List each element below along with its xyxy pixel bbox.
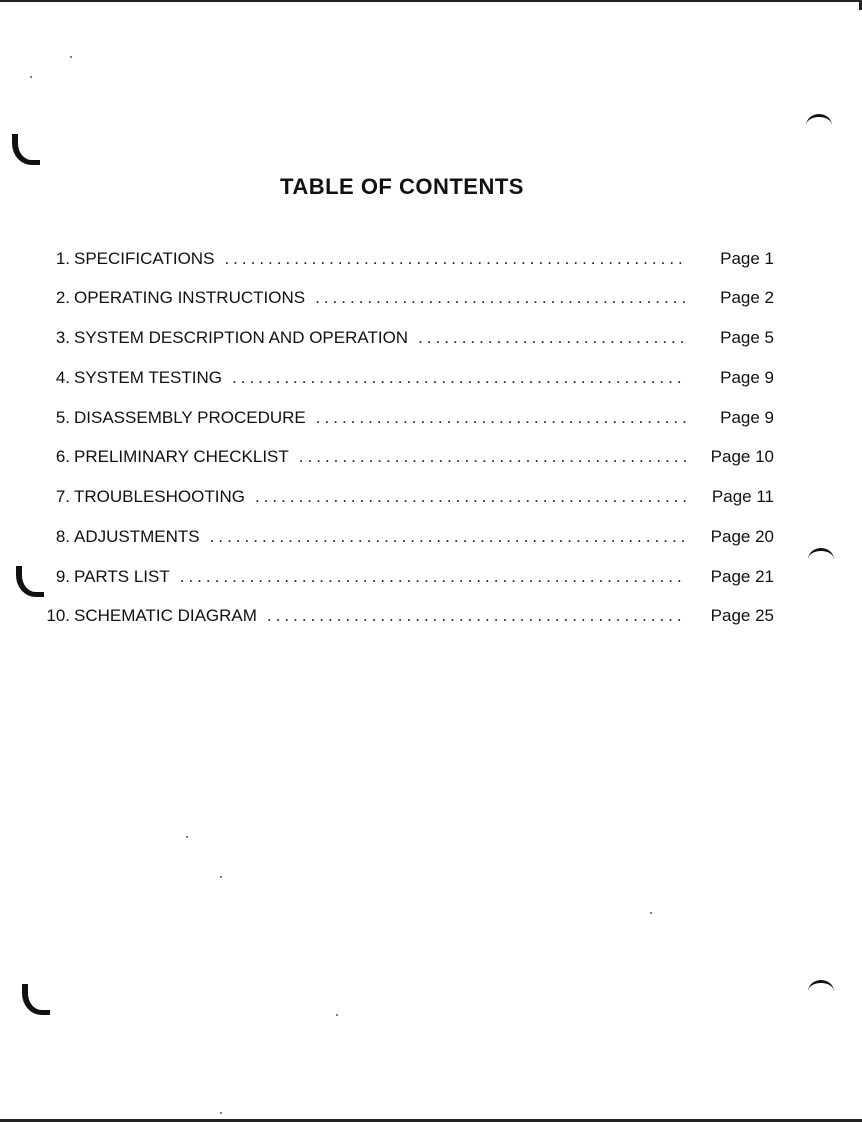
toc-entry-title bbox=[74, 565, 686, 589]
toc-entry bbox=[0, 247, 862, 271]
toc-entry-page: Page 11 bbox=[711, 487, 774, 506]
scan-speck bbox=[30, 76, 32, 78]
scan-speck bbox=[70, 56, 72, 58]
toc-entry-number: 7. bbox=[55, 487, 70, 506]
toc-entry-label: PRELIMINARY CHECKLIST bbox=[74, 447, 289, 466]
toc-entry bbox=[0, 286, 862, 310]
toc-entry-number: 5. bbox=[55, 408, 70, 427]
toc-entry-title bbox=[74, 604, 686, 628]
dot-leader bbox=[224, 247, 686, 271]
toc-entry-title bbox=[74, 247, 686, 271]
toc-entry-title bbox=[74, 485, 686, 509]
toc-entry-title bbox=[74, 525, 686, 549]
toc-entry-page: Page 2 bbox=[720, 288, 774, 307]
scan-speck bbox=[336, 1014, 338, 1016]
toc-entry-number: 3. bbox=[55, 328, 70, 347]
page-title: TABLE OF CONTENTS bbox=[280, 174, 524, 199]
toc-entry bbox=[0, 326, 862, 350]
dot-leader bbox=[210, 525, 686, 549]
toc-entry-page: Page 5 bbox=[720, 328, 774, 347]
toc-entry-label: TROUBLESHOOTING bbox=[74, 487, 245, 506]
toc-entry-title bbox=[74, 326, 686, 350]
toc-entry bbox=[0, 485, 862, 509]
scan-speck bbox=[650, 912, 652, 914]
toc-entry-title bbox=[74, 445, 686, 469]
toc-entry-label: SYSTEM DESCRIPTION AND OPERATION bbox=[74, 328, 409, 347]
scan-speck bbox=[220, 1112, 222, 1114]
punch-hole-mark bbox=[808, 980, 834, 1003]
toc-entry-label: ADJUSTMENTS bbox=[74, 527, 200, 546]
toc-entry-label: SCHEMATIC DIAGRAM bbox=[74, 606, 257, 625]
toc-entry-number: 1. bbox=[55, 249, 70, 268]
toc-entry bbox=[0, 366, 862, 390]
dot-leader bbox=[299, 445, 686, 469]
toc-entry-label: SYSTEM TESTING bbox=[74, 368, 222, 387]
toc-entry-title bbox=[74, 366, 686, 390]
punch-hole-mark bbox=[12, 134, 40, 165]
toc-entry bbox=[0, 565, 862, 589]
toc-entry-title bbox=[74, 406, 686, 430]
toc-entry-number: 4. bbox=[55, 368, 70, 387]
toc-entry bbox=[0, 445, 862, 469]
toc-entry-page: Page 9 bbox=[720, 368, 774, 387]
toc-entry-label: SPECIFICATIONS bbox=[74, 249, 215, 268]
toc-entry-page: Page 1 bbox=[720, 249, 774, 268]
dot-leader bbox=[315, 286, 686, 310]
toc-entry-title bbox=[74, 286, 686, 310]
punch-hole-mark bbox=[22, 984, 50, 1015]
dot-leader bbox=[232, 366, 686, 390]
toc-entry-page: Page 9 bbox=[720, 408, 774, 427]
toc-entry bbox=[0, 406, 862, 430]
scan-speck bbox=[220, 876, 222, 878]
toc-entry-number: 9. bbox=[55, 567, 70, 586]
toc-entry-number: 6. bbox=[55, 447, 70, 466]
toc-entry-number: 10. bbox=[46, 606, 70, 625]
dot-leader bbox=[267, 604, 686, 628]
dot-leader bbox=[180, 565, 686, 589]
punch-hole-mark bbox=[806, 114, 832, 137]
toc-entry-number: 8. bbox=[55, 527, 70, 546]
toc-entry-label: PARTS LIST bbox=[74, 567, 170, 586]
dot-leader bbox=[316, 406, 686, 430]
toc-entry-page: Page 21 bbox=[710, 567, 774, 586]
dot-leader bbox=[255, 485, 686, 509]
toc-entry bbox=[0, 525, 862, 549]
toc-entry-page: Page 20 bbox=[710, 527, 774, 546]
toc-entry-label: OPERATING INSTRUCTIONS bbox=[74, 288, 306, 307]
dot-leader bbox=[418, 326, 686, 350]
toc-entry-page: Page 25 bbox=[710, 606, 774, 625]
toc-entry-label: DISASSEMBLY PROCEDURE bbox=[74, 408, 306, 427]
scan-speck bbox=[186, 836, 188, 838]
toc-entry-page: Page 10 bbox=[710, 447, 774, 466]
toc-entry-number: 2. bbox=[55, 288, 70, 307]
toc-entry bbox=[0, 604, 862, 628]
page-top-edge bbox=[0, 0, 862, 2]
